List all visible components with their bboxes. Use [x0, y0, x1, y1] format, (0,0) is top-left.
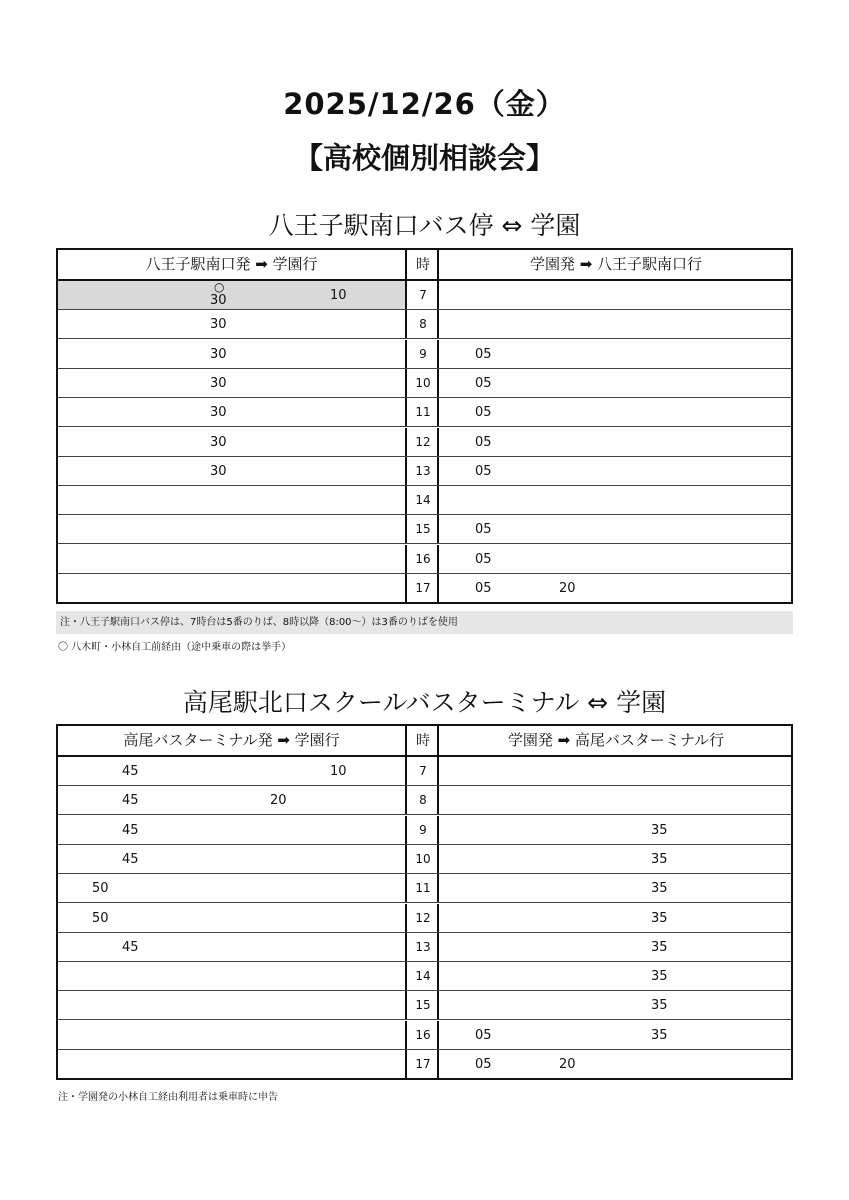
departure-minute: 05: [475, 581, 492, 596]
outbound-cell: [58, 428, 407, 456]
hour-cell: 16: [409, 1021, 439, 1049]
event-title: 【高校個別相談会】: [293, 141, 555, 175]
departure-minute: 30: [210, 463, 227, 479]
departure-minute: 50: [92, 881, 109, 897]
departure-minute: 05: [475, 1057, 492, 1072]
table-row: [58, 816, 791, 845]
departure-minute: 30: [210, 405, 227, 421]
outbound-cell: [58, 515, 407, 543]
departure-minute: 45: [122, 793, 139, 809]
timetable-header: [58, 726, 791, 757]
header-outbound: 八王子駅南口発 ➡ 学園行: [145, 255, 318, 273]
departure-minute: 35: [651, 939, 668, 955]
note-hachioji-platform: 注・八王子駅南口バス停は、7時台は5番のりば、8時以降（8:00～）は3番のりばを使用: [56, 611, 793, 634]
departure-minute: 20: [270, 793, 287, 809]
outbound-cell: [58, 486, 407, 514]
table-row: [58, 369, 791, 398]
inbound-cell: [441, 1021, 791, 1049]
departure-minute: 30: [210, 434, 227, 450]
outbound-cell: [58, 398, 407, 426]
hour-cell: 17: [409, 574, 439, 603]
departure-minute: 30: [210, 317, 227, 333]
departure-minute: 10: [330, 288, 347, 303]
note-via-route: 〇 八木町・小林自工前経由（途中乗車の際は挙手）: [58, 642, 292, 653]
table-row: [58, 757, 791, 786]
via-marker: ○: [214, 280, 225, 294]
outbound-cell: [58, 1050, 407, 1079]
table-row: [58, 428, 791, 457]
page-date-title: 2025/12/26（金）: [283, 87, 566, 121]
inbound-cell: [441, 991, 791, 1019]
table-row: [58, 845, 791, 874]
hour-cell: 8: [409, 310, 439, 338]
outbound-cell: [58, 574, 407, 603]
table-row: [58, 574, 791, 603]
header-inbound: 学園発 ➡ 高尾バスターミナル行: [507, 731, 725, 749]
departure-minute: 35: [651, 969, 668, 985]
inbound-cell: [441, 369, 791, 397]
hour-cell: 8: [409, 786, 439, 814]
table-row: [58, 545, 791, 574]
inbound-cell: [441, 486, 791, 514]
hour-cell: 7: [409, 757, 439, 785]
outbound-cell: [58, 457, 407, 485]
departure-minute: 20: [559, 581, 576, 596]
table-row: [58, 962, 791, 991]
hour-cell: 16: [409, 545, 439, 573]
timetable-takao: [56, 724, 793, 1080]
outbound-cell: [58, 340, 407, 368]
outbound-cell: [58, 786, 407, 814]
table-row: [58, 786, 791, 815]
inbound-cell: [441, 428, 791, 456]
departure-minute: 45: [122, 764, 139, 779]
header-inbound: 学園発 ➡ 八王子駅南口行: [529, 255, 703, 273]
inbound-cell: [441, 457, 791, 485]
table-row: [58, 1050, 791, 1079]
outbound-cell: [58, 933, 407, 961]
hour-cell: 9: [409, 340, 439, 368]
table-row: [58, 340, 791, 369]
departure-minute: 50: [92, 910, 109, 926]
departure-minute: 05: [475, 551, 492, 567]
departure-minute: 05: [475, 405, 492, 421]
outbound-cell: [58, 757, 407, 785]
departure-minute: 35: [651, 998, 668, 1014]
header-hour: 時: [409, 726, 439, 755]
departure-minute: 05: [475, 522, 492, 538]
departure-minute: 05: [475, 375, 492, 391]
departure-minute: 30: [210, 293, 227, 308]
hour-cell: 9: [409, 816, 439, 844]
inbound-cell: [441, 845, 791, 873]
table-row: [58, 281, 791, 310]
departure-minute: 30: [210, 346, 227, 362]
table-row: [58, 904, 791, 933]
hour-cell: 12: [409, 904, 439, 932]
table-row: [58, 874, 791, 903]
hour-cell: 15: [409, 991, 439, 1019]
departure-minute: 35: [651, 910, 668, 926]
inbound-cell: [441, 757, 791, 785]
inbound-cell: [441, 933, 791, 961]
outbound-cell: [58, 816, 407, 844]
departure-minute: 45: [122, 939, 139, 955]
outbound-cell: [58, 545, 407, 573]
route-title-hachioji: 八王子駅南口バス停 ⇔ 学園: [268, 211, 581, 240]
outbound-cell: [58, 991, 407, 1019]
hour-cell: 13: [409, 933, 439, 961]
inbound-cell: [441, 545, 791, 573]
departure-minute: 30: [210, 375, 227, 391]
departure-minute: 35: [651, 1027, 668, 1043]
note-takao-kobayashi: 注・学園発の小林自工経由利用者は乗車時に申告: [58, 1092, 278, 1103]
hour-cell: 12: [409, 428, 439, 456]
hour-cell: 11: [409, 874, 439, 902]
outbound-cell: [58, 310, 407, 338]
departure-minute: 45: [122, 822, 139, 838]
inbound-cell: [441, 962, 791, 990]
table-row: [58, 1021, 791, 1050]
departure-minute: 05: [475, 1027, 492, 1043]
departure-minute: 45: [122, 851, 139, 867]
outbound-cell: [58, 962, 407, 990]
inbound-cell: [441, 398, 791, 426]
outbound-cell: [58, 874, 407, 902]
timetable-hachioji: [56, 248, 793, 604]
inbound-cell: [441, 574, 791, 603]
departure-minute: 05: [475, 346, 492, 362]
inbound-cell: [441, 1050, 791, 1079]
header-hour: 時: [409, 250, 439, 279]
inbound-cell: [441, 310, 791, 338]
hour-cell: 15: [409, 515, 439, 543]
table-row: [58, 515, 791, 544]
hour-cell: 14: [409, 962, 439, 990]
outbound-cell: [58, 904, 407, 932]
departure-minute: 20: [559, 1057, 576, 1072]
inbound-cell: [441, 904, 791, 932]
hour-cell: 13: [409, 457, 439, 485]
inbound-cell: [441, 874, 791, 902]
departure-minute: 05: [475, 434, 492, 450]
outbound-cell: [58, 369, 407, 397]
route-title-takao: 高尾駅北口スクールバスターミナル ⇔ 学園: [182, 688, 667, 717]
table-row: [58, 457, 791, 486]
inbound-cell: [441, 281, 791, 309]
departure-minute: 05: [475, 463, 492, 479]
inbound-cell: [441, 786, 791, 814]
table-row: [58, 398, 791, 427]
timetable-header: [58, 250, 791, 281]
table-row: [58, 991, 791, 1020]
hour-cell: 14: [409, 486, 439, 514]
hour-cell: 17: [409, 1050, 439, 1079]
inbound-cell: [441, 816, 791, 844]
hour-cell: 7: [409, 281, 439, 309]
outbound-cell: [58, 281, 407, 309]
inbound-cell: [441, 340, 791, 368]
header-outbound: 高尾バスターミナル発 ➡ 学園行: [123, 731, 340, 749]
departure-minute: 10: [330, 764, 347, 779]
hour-cell: 10: [409, 845, 439, 873]
outbound-cell: [58, 1021, 407, 1049]
inbound-cell: [441, 515, 791, 543]
table-row: [58, 310, 791, 339]
table-row: [58, 933, 791, 962]
departure-minute: 35: [651, 881, 668, 897]
hour-cell: 10: [409, 369, 439, 397]
departure-minute: 35: [651, 851, 668, 867]
hour-cell: 11: [409, 398, 439, 426]
table-row: [58, 486, 791, 515]
outbound-cell: [58, 845, 407, 873]
departure-minute: 35: [651, 822, 668, 838]
